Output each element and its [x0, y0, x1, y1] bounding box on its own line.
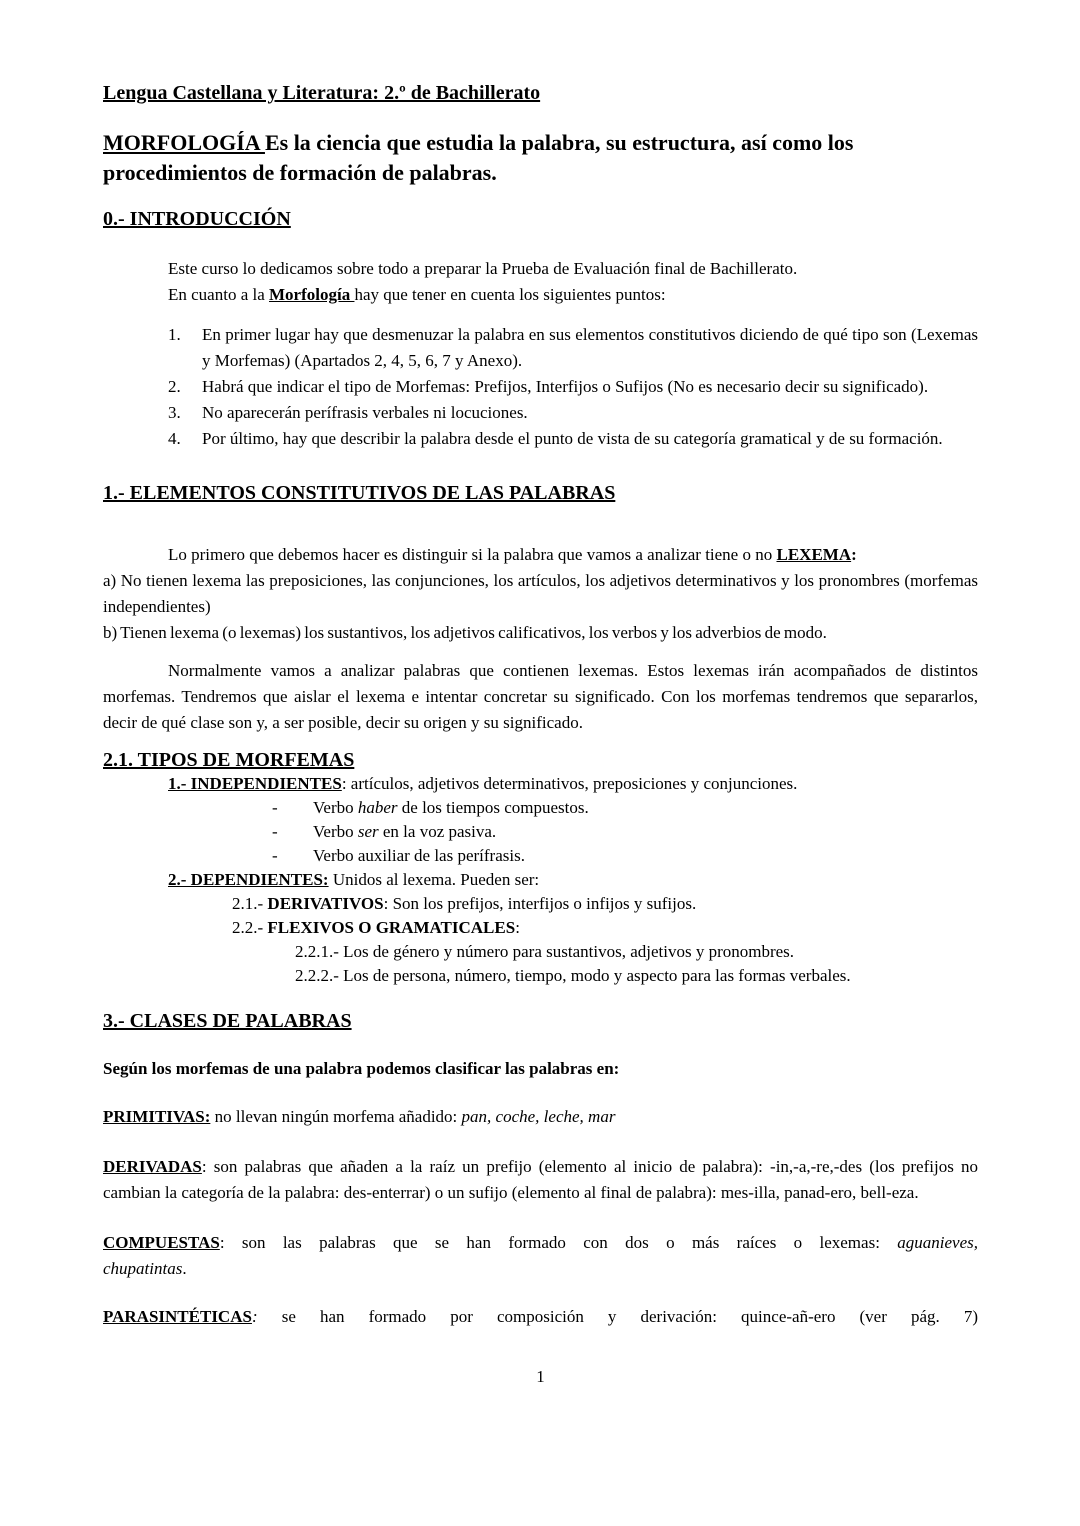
derivativos-number: 2.1.- — [232, 894, 268, 913]
derivadas-term: DERIVADAS — [103, 1157, 202, 1176]
bullet-dash: - — [272, 798, 278, 817]
parasinteticas-paragraph — [103, 1304, 978, 1330]
list-item — [103, 322, 978, 374]
primitivas-paragraph — [103, 1104, 978, 1130]
elementos-p1-term: LEXEMA — [776, 545, 852, 564]
morfemas-independientes-line — [103, 772, 978, 796]
compuestas-example-2: chupatintas — [103, 1259, 183, 1278]
list-item-text: Por último, hay que describir la palabra desde el punto de vista de su categoría gramatical y de su formación. — [202, 429, 943, 448]
compuestas-example-1: aguanieves, — [897, 1233, 978, 1252]
bullet-post: en la voz pasiva. — [378, 822, 497, 841]
morfologia-definition-text: Es la ciencia que estudia la palabra, su estructura, así como los procedimientos de formación de palabras. — [103, 130, 854, 185]
page-number: 1 — [536, 1367, 545, 1386]
derivadas-text: : son palabras que añaden a la raíz un prefijo (elemento al inicio de palabra): -in,-a,-re,-des (los prefijos no cambian la categoría de la palabra: des-enterrar) o un sufijo (elemento al final de palabra): mes-illa, panad-ero, bell-eza. — [103, 1157, 978, 1202]
heading-introduccion: 0.- INTRODUCCIÓN — [103, 208, 291, 230]
heading-elementos-constitutivos: 1.- ELEMENTOS CONSTITUTIVOS DE LAS PALABRAS — [103, 482, 616, 504]
compuestas-text: : son las palabras que se han formado con dos o más raíces o lexemas: — [219, 1233, 898, 1252]
bullet-pre: Verbo — [313, 822, 358, 841]
intro-p2-post: hay que tener en cuenta los siguientes puntos: — [354, 285, 666, 304]
bullet-item — [103, 820, 978, 844]
flexivos-rest: : — [515, 918, 520, 937]
bullet-pre: Verbo — [313, 798, 358, 817]
list-item-number: 4. — [168, 429, 181, 448]
derivativos-rest: : Son los prefijos, interfijos o infijos y sufijos. — [383, 894, 697, 913]
derivativos-line — [103, 892, 978, 916]
elementos-intro-paragraph — [103, 542, 978, 568]
bullet-dash: - — [272, 822, 278, 841]
morfologia-definition — [103, 128, 978, 188]
list-item — [103, 374, 978, 400]
parasinteticas-term: PARASINTÉTICAS — [103, 1307, 252, 1326]
elementos-p1-pre: Lo primero que debemos hacer es distinguir si la palabra que vamos a analizar tiene o no — [168, 545, 777, 564]
morfologia-term: MORFOLOGÍA — [103, 130, 265, 155]
clases-intro: Según los morfemas de una palabra podemos clasificar las palabras en: — [103, 1059, 620, 1078]
intro-p2-pre: En cuanto a la — [168, 285, 270, 304]
elementos-paragraph-2: Normalmente vamos a analizar palabras que contienen lexemas. Estos lexemas irán acompañados de distintos morfemas. Tendremos que aislar el lexema e intentar concretar su significado. Con los morfemas tendremos que separarlos, decir de qué clase son y, a ser posible, decir su origen y su significado. — [103, 661, 978, 732]
intro-paragraph-1: Este curso lo dedicamos sobre todo a preparar la Prueba de Evaluación final de Bachillerato. — [168, 259, 798, 278]
heading-clases-de-palabras: 3.- CLASES DE PALABRAS — [103, 1010, 352, 1032]
list-item-number: 1. — [168, 325, 181, 344]
list-item-number: 3. — [168, 403, 181, 422]
bullet-dash: - — [272, 846, 278, 865]
primitivas-text: no llevan ningún morfema añadido: — [210, 1107, 462, 1126]
derivadas-paragraph — [103, 1154, 978, 1206]
list-item-text: Habrá que indicar el tipo de Morfemas: Prefijos, Interfijos o Sufijos (No es necesario decir su significado). — [202, 377, 929, 396]
morfemas-dependientes-line — [103, 868, 978, 892]
compuestas-term: COMPUESTAS — [103, 1233, 220, 1252]
list-item — [103, 400, 978, 426]
primitivas-examples: pan, coche, leche, mar — [461, 1107, 616, 1126]
independientes-rest: : artículos, adjetivos determinativos, preposiciones y conjunciones. — [341, 774, 798, 793]
elementos-p1-post: : — [851, 545, 857, 564]
flexivos-sub-222: 2.2.2.- Los de persona, número, tiempo, modo y aspecto para las formas verbales. — [295, 966, 851, 985]
doc-title: Lengua Castellana y Literatura: 2.º de Bachillerato — [103, 82, 541, 104]
bullet-item — [103, 844, 978, 868]
parasinteticas-text: se han formado por composición y derivación: quince-añ-ero (ver pág. 7) — [257, 1307, 978, 1326]
flexivos-number: 2.2.- — [232, 918, 268, 937]
intro-paragraph-2 — [103, 282, 978, 308]
bullet-verb: haber — [357, 798, 398, 817]
intro-numbered-list — [103, 322, 978, 452]
compuestas-period: . — [182, 1259, 187, 1278]
heading-tipos-de-morfemas: 2.1. TIPOS DE MORFEMAS — [103, 749, 355, 771]
bullet-item — [103, 796, 978, 820]
flexivos-sub-221: 2.2.1.- Los de género y número para sustantivos, adjetivos y pronombres. — [295, 942, 795, 961]
compuestas-paragraph — [103, 1230, 978, 1282]
flexivos-line — [103, 916, 978, 940]
dependientes-rest: Unidos al lexema. Pueden ser: — [328, 870, 540, 889]
bullet-pre: Verbo auxiliar de las perífrasis. — [313, 846, 525, 865]
elementos-item-b: b) Tienen lexema (o lexemas) los sustantivos, los adjetivos calificativos, los verbos y los adverbios de modo. — [103, 623, 827, 642]
flexivos-term: FLEXIVOS O GRAMATICALES — [267, 918, 516, 937]
elementos-item-a: a) No tienen lexema las preposiciones, las conjunciones, los artículos, los adjetivos determinativos y los pronombres (morfemas independientes) — [103, 571, 978, 616]
bullet-verb: ser — [357, 822, 379, 841]
list-item-number: 2. — [168, 377, 181, 396]
list-item-text: No aparecerán perífrasis verbales ni locuciones. — [202, 403, 528, 422]
dependientes-term: 2.- DEPENDIENTES: — [168, 870, 329, 889]
intro-p2-term: Morfología — [269, 285, 355, 304]
independientes-term: 1.- INDEPENDIENTES — [168, 774, 342, 793]
derivativos-term: DERIVATIVOS — [267, 894, 384, 913]
parasinteticas-colon: : — [251, 1307, 258, 1326]
primitivas-term: PRIMITIVAS: — [103, 1107, 211, 1126]
list-item-text: En primer lugar hay que desmenuzar la palabra en sus elementos constitutivos diciendo de qué tipo son (Lexemas y Morfemas) (Apartados 2, 4, 5, 6, 7 y Anexo). — [202, 325, 978, 370]
bullet-post: de los tiempos compuestos. — [397, 798, 589, 817]
list-item — [103, 426, 978, 452]
tipos-de-morfemas-block — [103, 748, 978, 988]
